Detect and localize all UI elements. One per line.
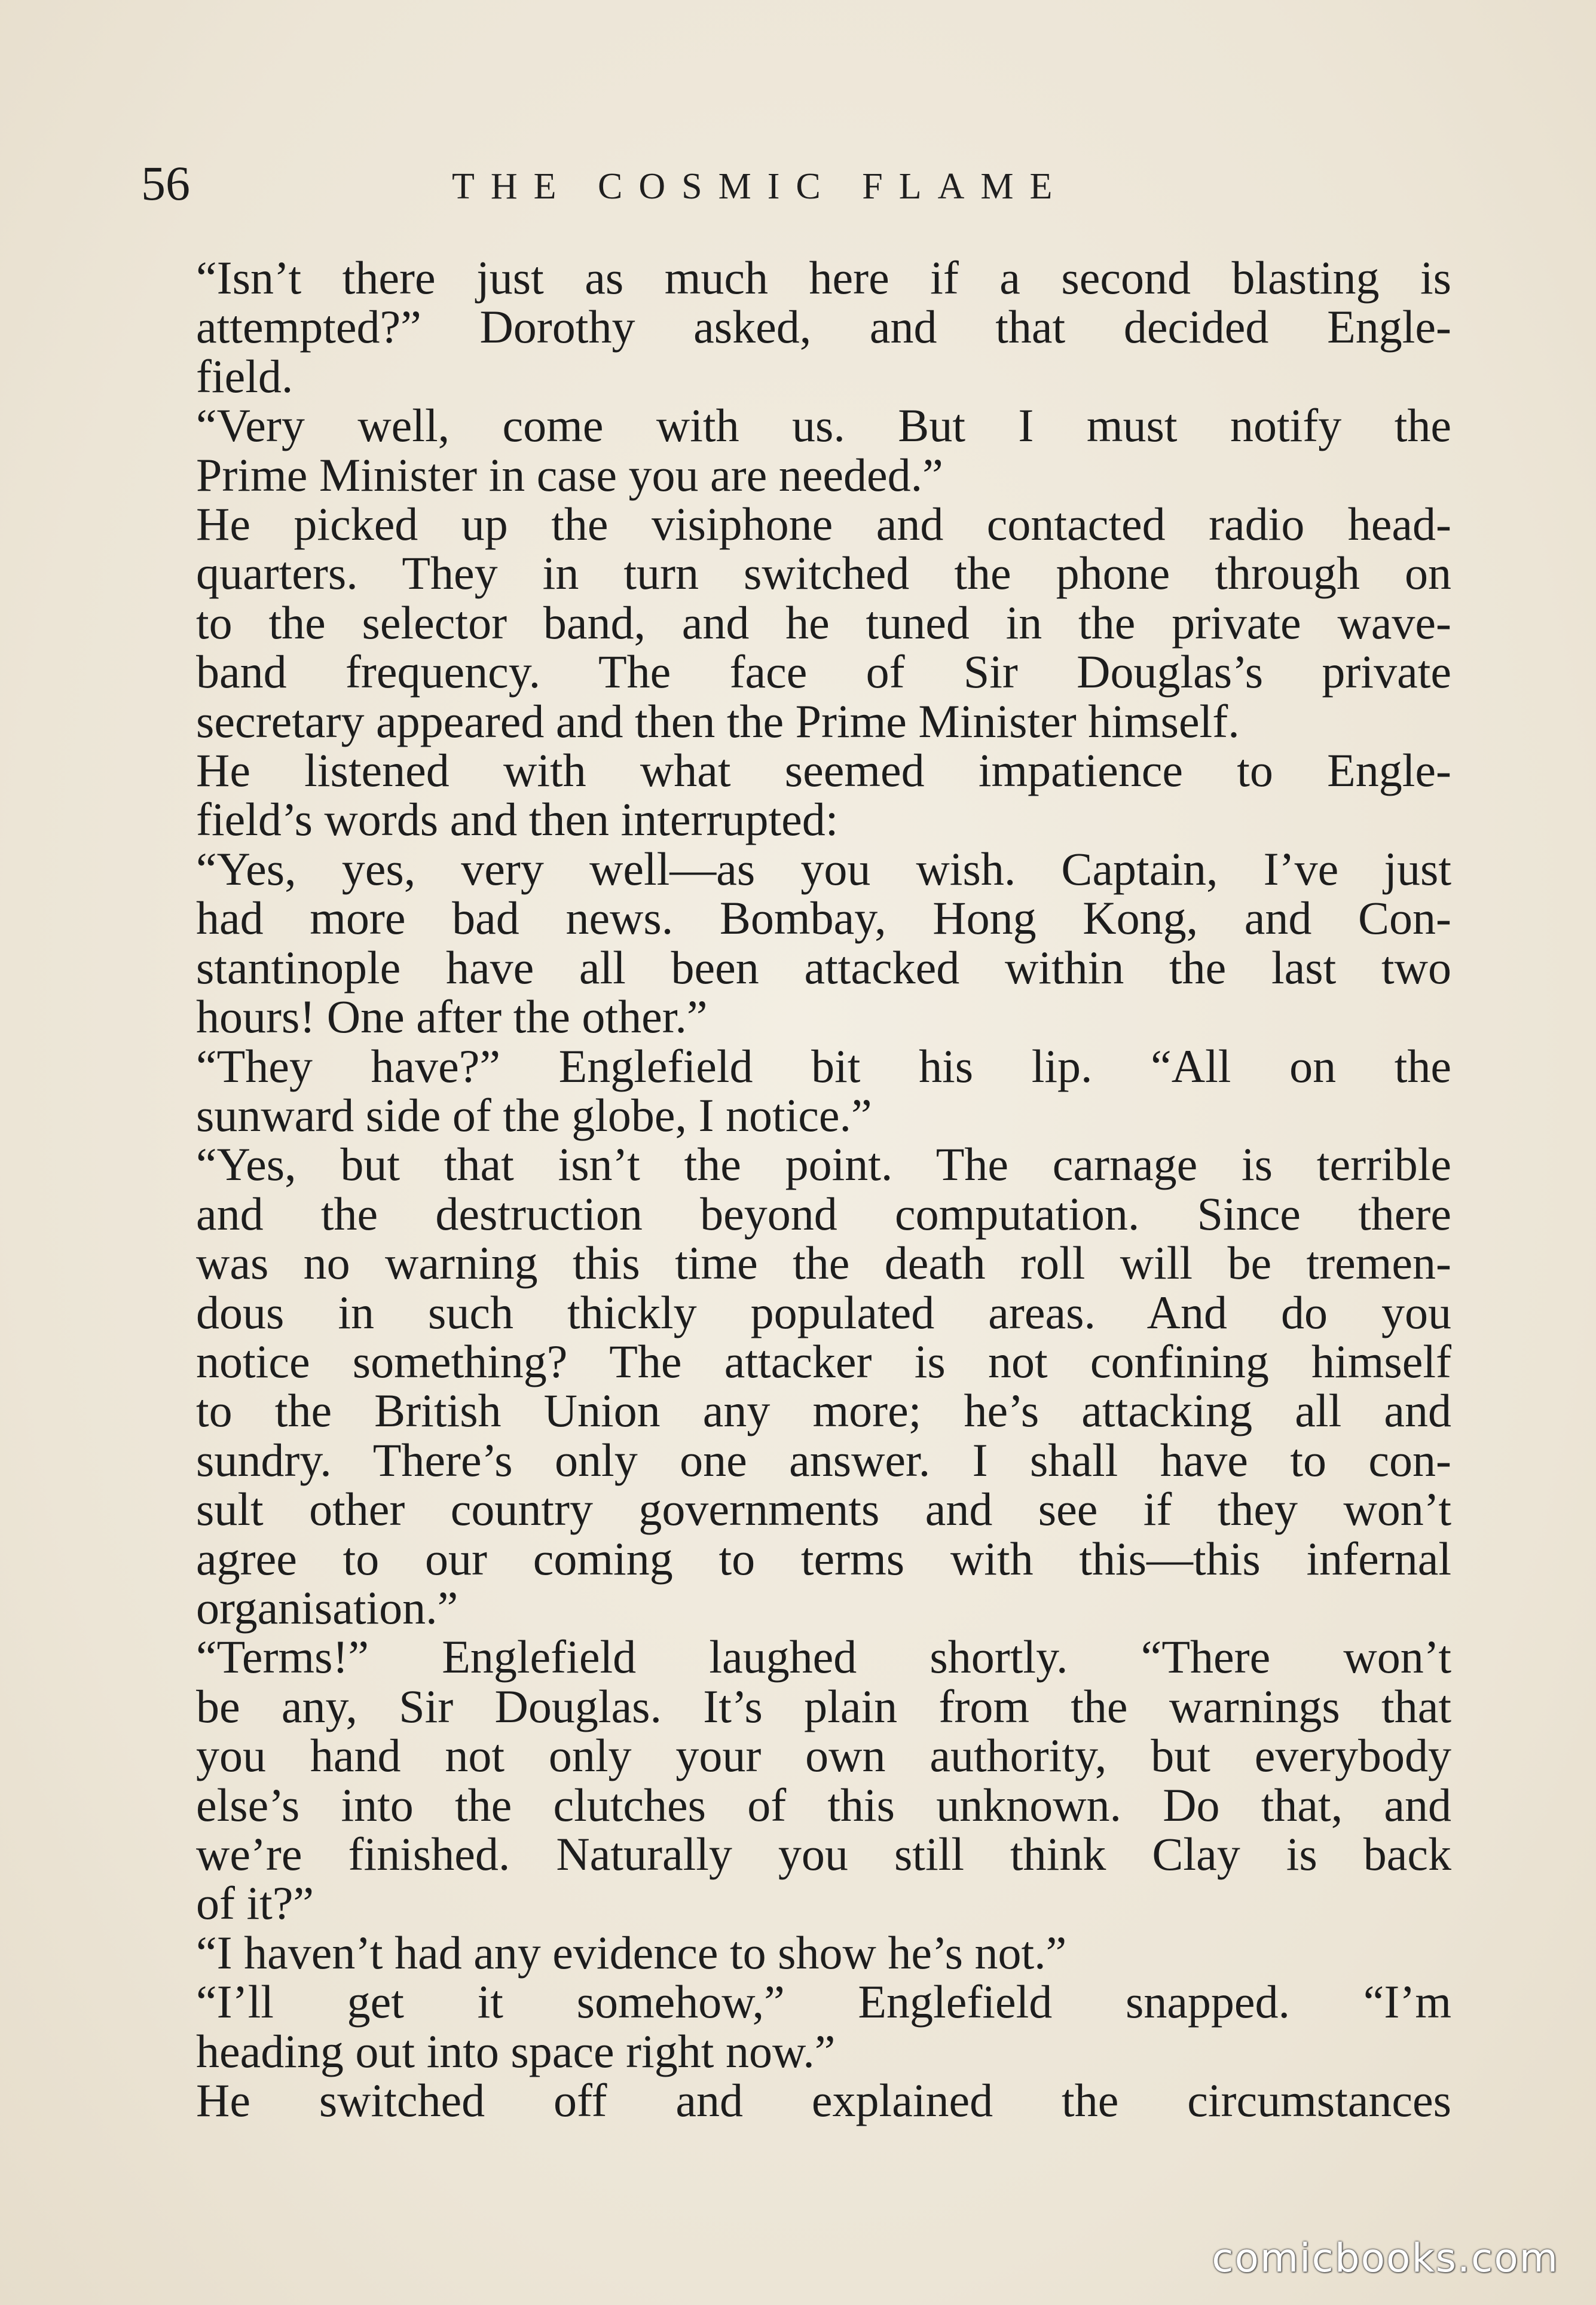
text-body <box>141 253 1451 2125</box>
text-line: to the British Union any more; he’s attacking all and <box>196 1384 1451 1437</box>
text-line: attempted?” Dorothy asked, and that decided Engle- <box>196 301 1451 353</box>
text-line: quarters. They in turn switched the phone through on <box>196 547 1451 600</box>
paragraph <box>141 842 1451 1043</box>
watermark: comicbooks.com <box>1212 2235 1559 2281</box>
text-line: else’s into the clutches of this unknown. Do that, and <box>196 1778 1451 1831</box>
text-line: to the selector band, and he tuned in the private wave- <box>196 596 1451 649</box>
text-line: and the destruction beyond computation. Since there <box>196 1187 1451 1240</box>
text-line: sundry. There’s only one answer. I shall have to con- <box>196 1433 1451 1486</box>
text-line: was no warning this time the death roll will be tremen- <box>196 1237 1451 1289</box>
page-header <box>141 157 1157 210</box>
running-title: THE COSMIC FLAME <box>452 166 1069 207</box>
paragraph <box>141 401 1451 500</box>
text-line: secretary appeared and then the Prime Minister himself. <box>196 695 1240 747</box>
text-line: “Isn’t there just as much here if a second blasting is <box>196 252 1451 304</box>
text-line: organisation.” <box>196 1581 458 1634</box>
text-line: He listened with what seemed impatience to Engle- <box>196 744 1451 797</box>
paragraph <box>141 253 1451 401</box>
text-line: “Terms!” Englefield laughed shortly. “There won’t <box>196 1631 1451 1683</box>
paragraph <box>141 1928 1451 1977</box>
paragraph <box>141 1140 1451 1633</box>
text-line: dous in such thickly populated areas. And do you <box>196 1286 1451 1338</box>
paragraph <box>141 2076 1451 2125</box>
text-line: hours! One after the other.” <box>196 991 708 1043</box>
text-line: notice something? The attacker is not confining himself <box>196 1335 1451 1387</box>
text-line: we’re finished. Naturally you still think Clay is back <box>196 1828 1451 1880</box>
paragraph <box>141 1977 1451 2076</box>
text-line: “Yes, yes, very well—as you wish. Captain, I’ve just <box>196 842 1451 895</box>
page-number: 56 <box>141 156 190 210</box>
text-line: heading out into space right now.” <box>196 2025 836 2077</box>
text-line: Prime Minister in case you are needed.” <box>196 448 943 501</box>
text-line: be any, Sir Douglas. It’s plain from the warnings that <box>196 1680 1451 1732</box>
text-line: He picked up the visiphone and contacted radio head- <box>196 498 1451 551</box>
paragraph <box>141 1042 1451 1141</box>
text-line: of it?” <box>196 1877 314 1930</box>
text-line: field’s words and then interrupted: <box>196 793 839 846</box>
text-line: “I’ll get it somehow,” Englefield snapped. “I’m <box>196 1976 1451 2028</box>
text-line: sunward side of the globe, I notice.” <box>196 1089 872 1141</box>
text-line: agree to our coming to terms with this—this infernal <box>196 1532 1451 1585</box>
paragraph <box>141 746 1451 845</box>
paragraph <box>141 500 1451 746</box>
text-line: had more bad news. Bombay, Hong Kong, and Con- <box>196 892 1451 944</box>
text-line: sult other country governments and see if they won’t <box>196 1483 1451 1536</box>
text-line: “I haven’t had any evidence to show he’s not.” <box>196 1926 1067 1979</box>
text-line: band frequency. The face of Sir Douglas’s private <box>196 646 1451 698</box>
text-line: “They have?” Englefield bit his lip. “All on the <box>196 1040 1451 1092</box>
text-line: “Very well, come with us. But I must notify the <box>196 399 1451 452</box>
text-line: He switched off and explained the circumstances <box>196 2074 1451 2127</box>
text-line: “Yes, but that isn’t the point. The carnage is terrible <box>196 1138 1451 1191</box>
text-line: stantinople have all been attacked within the last two <box>196 941 1451 993</box>
text-line: you hand not only your own authority, but everybody <box>196 1729 1451 1782</box>
text-line: field. <box>196 350 293 402</box>
paragraph <box>141 1633 1451 1928</box>
